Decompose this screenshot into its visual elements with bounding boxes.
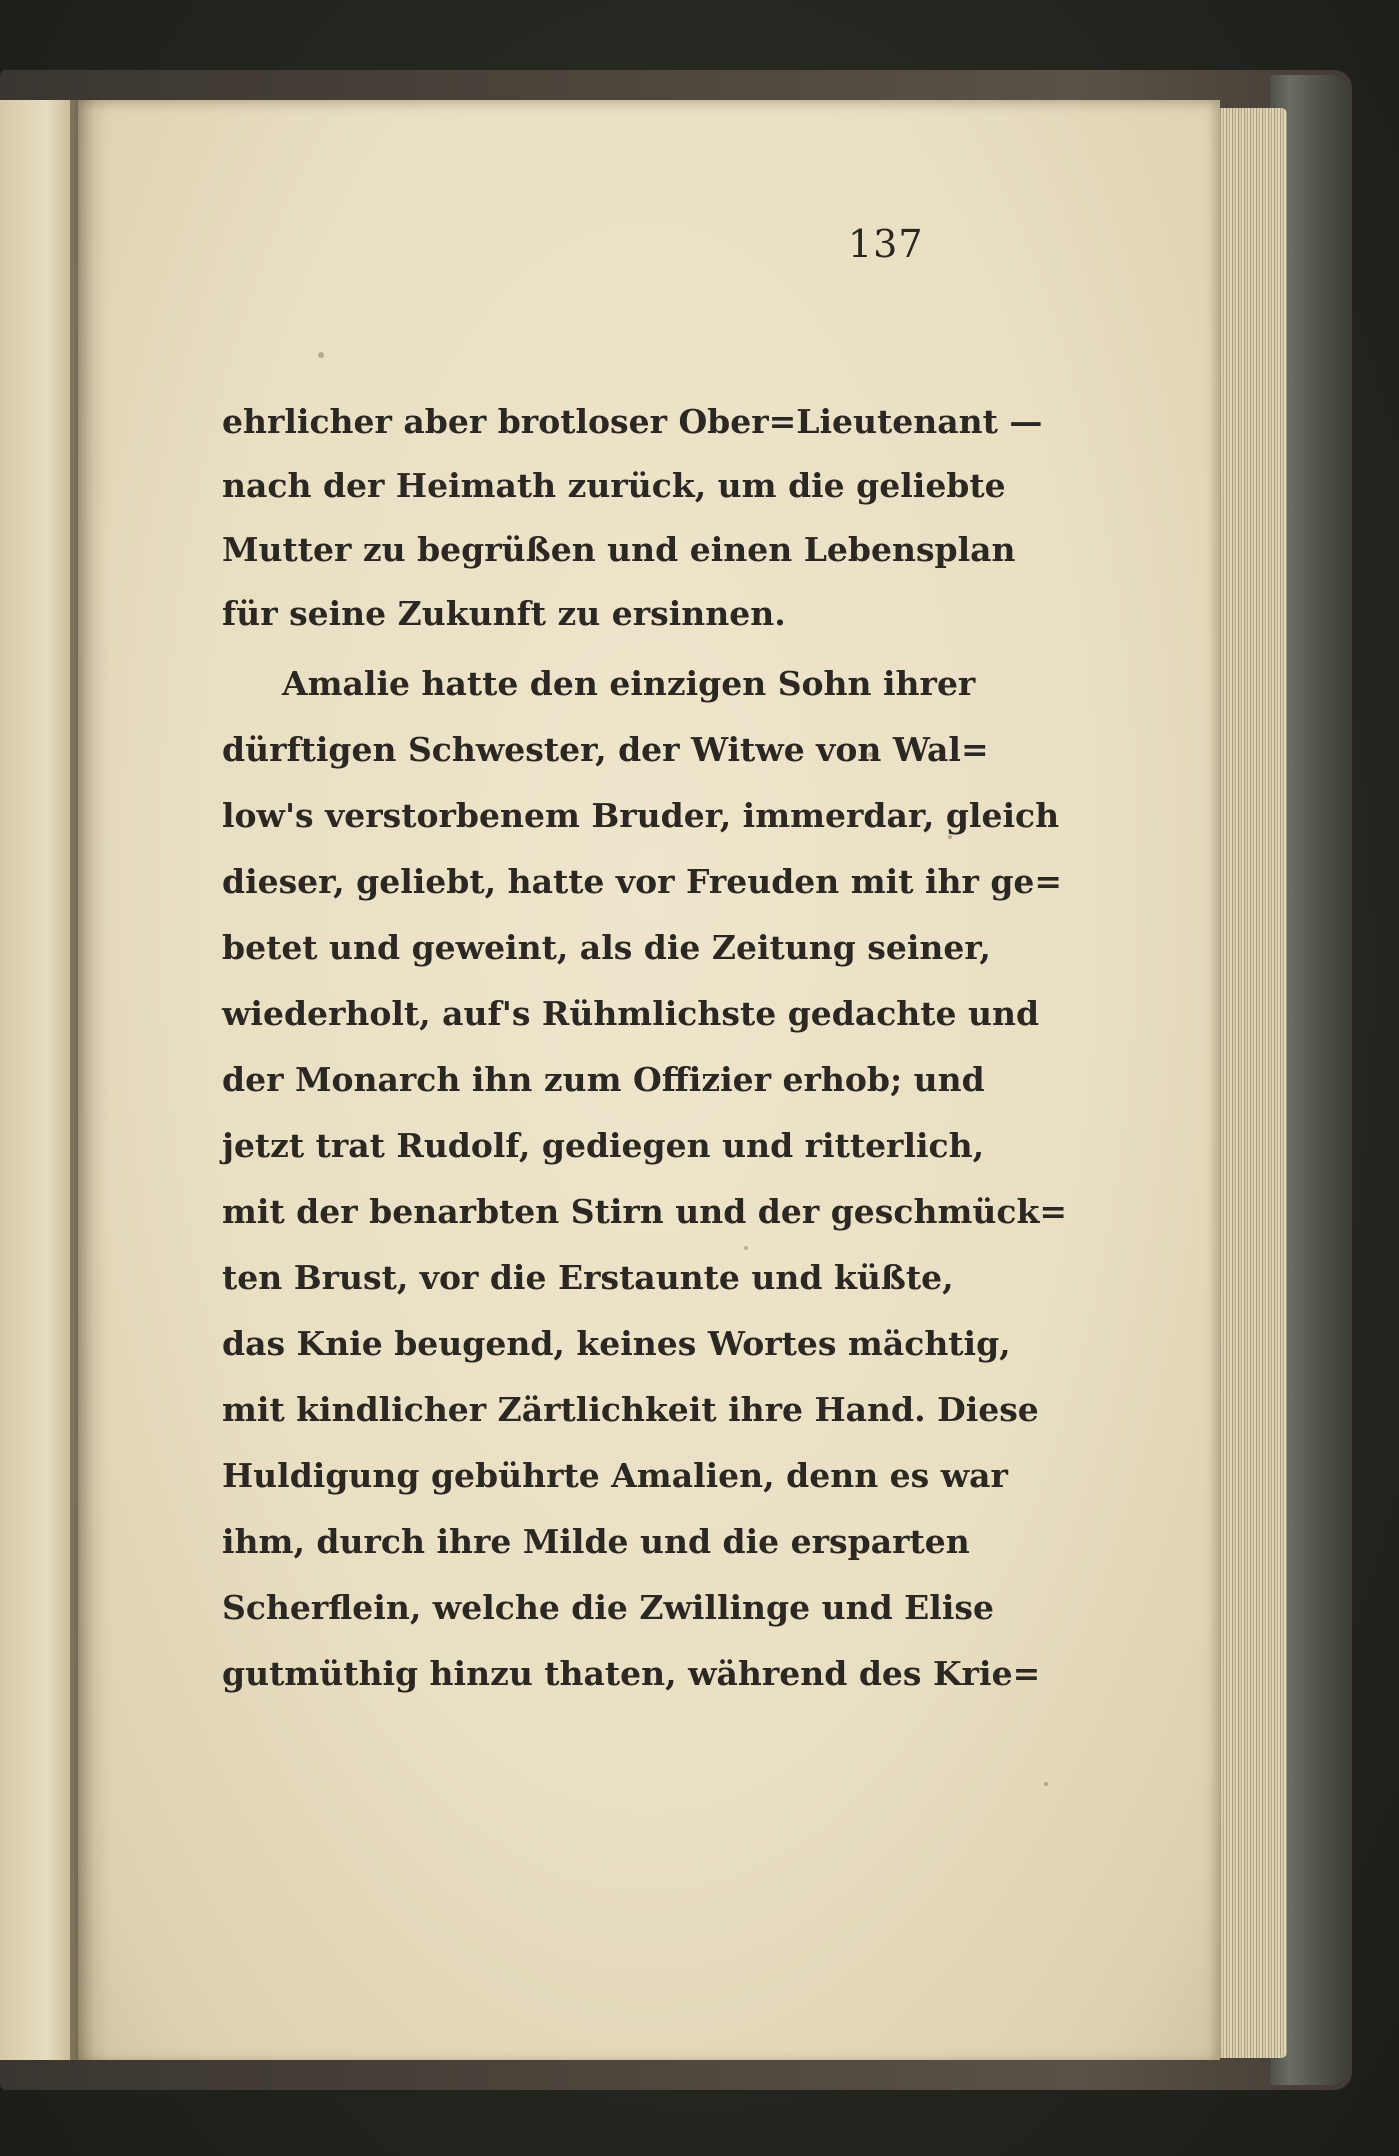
text-line: mit der benarbten Stirn und der geschmück= bbox=[222, 1192, 1067, 1231]
text-line: nach der Heimath zurück, um die geliebte bbox=[222, 466, 1006, 505]
page-edges bbox=[1215, 108, 1287, 2058]
text-line: Mutter zu begrüßen und einen Lebensplan bbox=[222, 530, 1016, 569]
text-line: ehrlicher aber brotloser Ober=Lieutenant — bbox=[222, 402, 1043, 441]
text-line: gutmüthig hinzu thaten, während des Krie= bbox=[222, 1654, 1041, 1693]
text-line: mit kindlicher Zärtlichkeit ihre Hand. Diese bbox=[222, 1390, 1039, 1429]
text-line: ihm, durch ihre Milde und die ersparten bbox=[222, 1522, 970, 1561]
text-line: betet und geweint, als die Zeitung seiner, bbox=[222, 928, 991, 967]
text-line: für seine Zukunft zu ersinnen. bbox=[222, 594, 786, 633]
text-line: ten Brust, vor die Erstaunte und küßte, bbox=[222, 1258, 954, 1297]
foxing-speck bbox=[1044, 1782, 1048, 1786]
text-line: der Monarch ihn zum Offizier erhob; und bbox=[222, 1060, 985, 1099]
text-line: jetzt trat Rudolf, gediegen und ritterlich, bbox=[222, 1126, 985, 1165]
foxing-speck bbox=[744, 1246, 748, 1250]
text-line: das Knie beugend, keines Wortes mächtig, bbox=[222, 1324, 1011, 1363]
gutter-shadow bbox=[70, 100, 110, 2060]
text-line: Amalie hatte den einzigen Sohn ihrer bbox=[282, 664, 976, 703]
foxing-speck bbox=[318, 352, 324, 358]
foxing-speck bbox=[948, 835, 952, 839]
text-line: Huldigung gebührte Amalien, denn es war bbox=[222, 1456, 1008, 1495]
text-line: wiederholt, auf's Rühmlichste gedachte und bbox=[222, 994, 1040, 1033]
previous-page-edge bbox=[0, 100, 78, 2060]
page-number: 137 bbox=[848, 222, 924, 266]
text-line: dieser, geliebt, hatte vor Freuden mit ihr ge= bbox=[222, 862, 1063, 901]
text-line: low's verstorbenem Bruder, immerdar, gleich bbox=[222, 796, 1060, 835]
text-line: Scherflein, welche die Zwillinge und Elise bbox=[222, 1588, 994, 1627]
text-line: dürftigen Schwester, der Witwe von Wal= bbox=[222, 730, 989, 769]
